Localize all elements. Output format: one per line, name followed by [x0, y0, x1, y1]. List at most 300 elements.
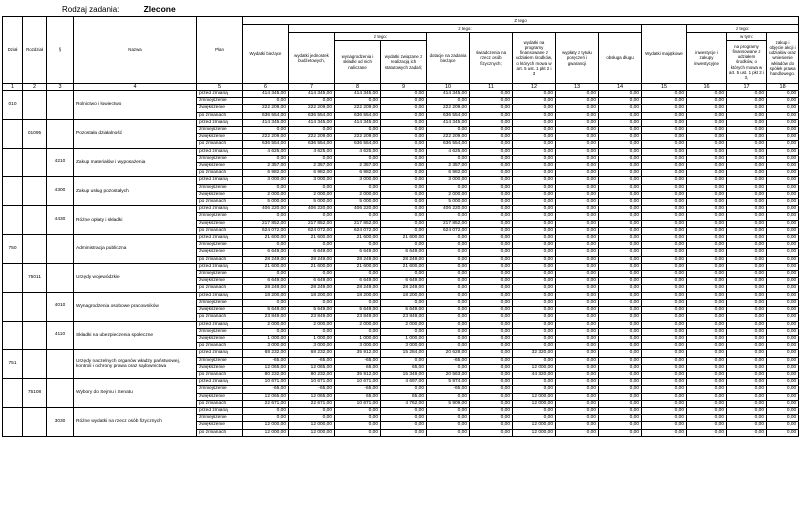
- rozdzial-code: 75011: [23, 263, 47, 292]
- value-cell: 0,00: [513, 105, 556, 112]
- table-header: [3, 17, 799, 91]
- col-z-tego-c: z tego:: [687, 25, 799, 33]
- value-cell: 3 000,00: [335, 177, 381, 184]
- value-cell: 0,00: [599, 314, 642, 321]
- value-cell: 0,00: [767, 379, 799, 386]
- value-cell: 0,00: [642, 206, 687, 213]
- value-cell: 0,00: [727, 148, 767, 155]
- value-cell: 0,00: [513, 127, 556, 134]
- dzial-code: [3, 292, 23, 321]
- value-cell: 2 357,00: [427, 163, 470, 170]
- value-cell: 18 200,00: [243, 292, 289, 299]
- value-cell: 0,00: [599, 119, 642, 126]
- col-dotacje: dotacje na zadania bieżące: [427, 33, 470, 84]
- value-cell: 0,00: [470, 350, 513, 357]
- value-cell: 6 982,00: [243, 170, 289, 177]
- value-cell: 0,00: [556, 148, 599, 155]
- value-cell: 0,00: [767, 170, 799, 177]
- value-cell: 0,00: [767, 213, 799, 220]
- value-cell: 0,00: [427, 335, 470, 342]
- value-cell: 3 000,00: [243, 177, 289, 184]
- value-cell: 0,00: [289, 407, 335, 414]
- value-cell: 0,00: [727, 206, 767, 213]
- value-cell: 0,00: [289, 299, 335, 306]
- value-cell: 1 000,00: [243, 335, 289, 342]
- value-cell: 4 625,00: [289, 148, 335, 155]
- value-cell: 0,00: [556, 206, 599, 213]
- value-cell: 0,00: [642, 393, 687, 400]
- value-cell: 0,00: [599, 278, 642, 285]
- value-cell: 0,00: [427, 307, 470, 314]
- value-cell: 0,00: [427, 343, 470, 350]
- value-cell: 0,00: [599, 148, 642, 155]
- value-cell: 28 249,00: [243, 285, 289, 292]
- value-cell: 0,00: [687, 220, 727, 227]
- item-name: Wybory do Sejmu i Senatu: [74, 379, 197, 408]
- value-cell: 0,00: [381, 184, 427, 191]
- value-cell: 65,00: [335, 393, 381, 400]
- col-swiadczenia: świadczenia na rzecz osób fizycznych;: [470, 33, 513, 84]
- value-cell: 0,00: [243, 127, 289, 134]
- value-cell: 217 852,00: [427, 220, 470, 227]
- value-cell: 0,00: [513, 278, 556, 285]
- col-wydatki-biezace: Wydatki bieżące: [243, 25, 289, 84]
- col-wynagrodzenia: wynagrodzenia i składki od nich naliczane: [335, 41, 381, 84]
- value-cell: 0,00: [289, 98, 335, 105]
- value-cell: 0,00: [470, 393, 513, 400]
- value-cell: 0,00: [642, 91, 687, 98]
- value-cell: 0,00: [767, 199, 799, 206]
- value-cell: 0,00: [513, 227, 556, 234]
- value-cell: 0,00: [470, 177, 513, 184]
- value-cell: 12 065,00: [289, 364, 335, 371]
- value-cell: 0,00: [381, 163, 427, 170]
- value-cell: 0,00: [243, 242, 289, 249]
- value-cell: 0,00: [556, 400, 599, 407]
- value-cell: 0,00: [687, 321, 727, 328]
- row-label: przed zmianą: [197, 119, 243, 126]
- value-cell: 0,00: [767, 249, 799, 256]
- value-cell: 0,00: [767, 307, 799, 314]
- paragraf-code: [47, 91, 74, 120]
- row-label: zwiększenie: [197, 134, 243, 141]
- value-cell: 0,00: [727, 271, 767, 278]
- value-cell: 0,00: [427, 328, 470, 335]
- value-cell: 0,00: [470, 256, 513, 263]
- value-cell: 0,00: [513, 170, 556, 177]
- value-cell: 6 649,00: [381, 249, 427, 256]
- value-cell: 0,00: [767, 191, 799, 198]
- value-cell: 0,00: [767, 98, 799, 105]
- value-cell: 0,00: [381, 213, 427, 220]
- value-cell: 0,00: [599, 271, 642, 278]
- column-number: 16: [687, 84, 727, 91]
- row-label: zmniejszenie: [197, 213, 243, 220]
- value-cell: 0,00: [470, 119, 513, 126]
- value-cell: 0,00: [642, 163, 687, 170]
- value-cell: 12 000,00: [243, 429, 289, 436]
- value-cell: 5 000,00: [289, 199, 335, 206]
- row-label: zmniejszenie: [197, 299, 243, 306]
- row-label: po zmianach: [197, 429, 243, 436]
- value-cell: 0,00: [599, 415, 642, 422]
- value-cell: 0,00: [687, 350, 727, 357]
- col-w-tym: w tym:: [727, 33, 767, 41]
- value-cell: -65,00: [427, 386, 470, 393]
- column-number: 18: [767, 84, 799, 91]
- value-cell: 0,00: [642, 357, 687, 364]
- paragraf-code: 4300: [47, 177, 74, 206]
- row-label: po zmianach: [197, 112, 243, 119]
- value-cell: 0,00: [556, 285, 599, 292]
- value-cell: 0,00: [687, 112, 727, 119]
- value-cell: 0,00: [599, 235, 642, 242]
- row-label: przed zmianą: [197, 350, 243, 357]
- table-row: [3, 91, 799, 98]
- value-cell: 0,00: [556, 415, 599, 422]
- value-cell: 0,00: [470, 422, 513, 429]
- value-cell: 0,00: [513, 163, 556, 170]
- value-cell: 0,00: [427, 249, 470, 256]
- value-cell: 0,00: [599, 400, 642, 407]
- value-cell: 217 852,00: [243, 220, 289, 227]
- value-cell: 15 284,00: [381, 350, 427, 357]
- value-cell: 0,00: [556, 112, 599, 119]
- value-cell: 0,00: [381, 155, 427, 162]
- value-cell: 0,00: [687, 299, 727, 306]
- value-cell: 0,00: [687, 343, 727, 350]
- value-cell: 0,00: [470, 206, 513, 213]
- value-cell: 0,00: [727, 242, 767, 249]
- value-cell: 0,00: [599, 335, 642, 342]
- value-cell: 0,00: [243, 184, 289, 191]
- value-cell: 0,00: [513, 321, 556, 328]
- budget-table: [2, 16, 799, 437]
- dzial-code: 751: [3, 350, 23, 379]
- value-cell: 0,00: [513, 271, 556, 278]
- value-cell: 0,00: [687, 213, 727, 220]
- value-cell: 0,00: [513, 148, 556, 155]
- value-cell: 0,00: [381, 407, 427, 414]
- value-cell: 0,00: [599, 343, 642, 350]
- value-cell: 6 649,00: [381, 278, 427, 285]
- value-cell: 0,00: [727, 371, 767, 378]
- value-cell: 0,00: [727, 155, 767, 162]
- value-cell: 0,00: [513, 343, 556, 350]
- value-cell: 0,00: [687, 134, 727, 141]
- value-cell: 0,00: [381, 170, 427, 177]
- value-cell: 0,00: [599, 422, 642, 429]
- paragraf-code: 4010: [47, 292, 74, 321]
- value-cell: 23 849,00: [243, 314, 289, 321]
- value-cell: 0,00: [556, 177, 599, 184]
- value-cell: 0,00: [687, 242, 727, 249]
- value-cell: 0,00: [642, 415, 687, 422]
- value-cell: 0,00: [767, 285, 799, 292]
- value-cell: 0,00: [556, 429, 599, 436]
- value-cell: 0,00: [767, 271, 799, 278]
- value-cell: 0,00: [687, 393, 727, 400]
- value-cell: 0,00: [767, 350, 799, 357]
- value-cell: 0,00: [427, 407, 470, 414]
- value-cell: 0,00: [642, 177, 687, 184]
- value-cell: 0,00: [556, 227, 599, 234]
- value-cell: 2 000,00: [427, 191, 470, 198]
- value-cell: 0,00: [687, 422, 727, 429]
- row-label: zmniejszenie: [197, 184, 243, 191]
- value-cell: 1 000,00: [381, 335, 427, 342]
- value-cell: 65,00: [381, 393, 427, 400]
- dzial-code: [3, 206, 23, 235]
- value-cell: 406 220,00: [335, 206, 381, 213]
- rozdzial-code: [23, 177, 47, 206]
- item-name: Zakup usług pozostałych: [74, 177, 197, 206]
- col-zakup-akcji: zakup i objęcie akcji i udziałów oraz wniesienie wkładów do spółek prawa handlowego.: [767, 33, 799, 84]
- value-cell: 0,00: [599, 170, 642, 177]
- value-cell: 5 000,00: [427, 199, 470, 206]
- value-cell: 0,00: [687, 429, 727, 436]
- value-cell: 12 000,00: [513, 400, 556, 407]
- item-name: Urzędy naczelnych organów władzy państwowej, kontroli i ochrony prawa oraz sądownictwa: [74, 350, 197, 379]
- value-cell: 22 671,00: [289, 400, 335, 407]
- col-z-tego-b: z tego:: [335, 33, 427, 41]
- value-cell: 0,00: [642, 292, 687, 299]
- value-cell: 0,00: [599, 285, 642, 292]
- value-cell: 0,00: [513, 386, 556, 393]
- value-cell: 0,00: [470, 127, 513, 134]
- row-label: przed zmianą: [197, 206, 243, 213]
- item-name: Wynagrodzenia osobowe pracowników: [74, 292, 197, 321]
- value-cell: 0,00: [642, 407, 687, 414]
- row-label: zwiększenie: [197, 335, 243, 342]
- value-cell: 0,00: [556, 343, 599, 350]
- value-cell: 0,00: [642, 220, 687, 227]
- row-label: zmniejszenie: [197, 386, 243, 393]
- dzial-code: [3, 379, 23, 408]
- value-cell: 0,00: [470, 271, 513, 278]
- value-cell: 0,00: [470, 91, 513, 98]
- value-cell: 4 625,00: [335, 148, 381, 155]
- value-cell: 0,00: [427, 235, 470, 242]
- value-cell: 0,00: [727, 127, 767, 134]
- rozdzial-code: [23, 206, 47, 235]
- value-cell: 0,00: [556, 242, 599, 249]
- value-cell: 0,00: [767, 242, 799, 249]
- col-z-tego: Z tego: [243, 17, 799, 25]
- value-cell: 0,00: [470, 105, 513, 112]
- value-cell: 0,00: [767, 112, 799, 119]
- value-cell: 44 320,00: [513, 371, 556, 378]
- value-cell: 0,00: [687, 400, 727, 407]
- value-cell: 0,00: [642, 314, 687, 321]
- value-cell: 0,00: [727, 184, 767, 191]
- value-cell: 0,00: [556, 328, 599, 335]
- value-cell: 0,00: [727, 98, 767, 105]
- value-cell: 0,00: [513, 191, 556, 198]
- col-obsluga-dlugu: obsługa długu: [599, 33, 642, 84]
- value-cell: 0,00: [599, 263, 642, 270]
- table-row: [3, 235, 799, 242]
- value-cell: 0,00: [599, 91, 642, 98]
- value-cell: 0,00: [556, 256, 599, 263]
- value-cell: 12 000,00: [513, 393, 556, 400]
- value-cell: 0,00: [727, 227, 767, 234]
- row-label: przed zmianą: [197, 321, 243, 328]
- value-cell: 0,00: [470, 134, 513, 141]
- value-cell: 0,00: [767, 220, 799, 227]
- table-row: [3, 407, 799, 414]
- paragraf-code: [47, 263, 74, 292]
- value-cell: 0,00: [381, 127, 427, 134]
- rozdzial-code: 75108: [23, 379, 47, 408]
- value-cell: 0,00: [381, 328, 427, 335]
- col-programy-ue-2: na programy finansowane z udziałem środków, o których mowa w art. 5 ust. 1 pkt 2 i 3,: [727, 41, 767, 84]
- value-cell: 0,00: [381, 242, 427, 249]
- value-cell: 636 554,00: [243, 141, 289, 148]
- value-cell: 28 249,00: [335, 256, 381, 263]
- dzial-code: 750: [3, 235, 23, 264]
- column-number: 17: [727, 84, 767, 91]
- value-cell: 0,00: [642, 191, 687, 198]
- value-cell: 12 065,00: [243, 393, 289, 400]
- item-name: Pozostała działalność: [74, 119, 197, 148]
- row-label: zmniejszenie: [197, 155, 243, 162]
- value-cell: 0,00: [470, 98, 513, 105]
- value-cell: 0,00: [335, 127, 381, 134]
- value-cell: 0,00: [427, 127, 470, 134]
- row-label: po zmianach: [197, 314, 243, 321]
- value-cell: 0,00: [556, 141, 599, 148]
- value-cell: 0,00: [687, 184, 727, 191]
- value-cell: 0,00: [243, 328, 289, 335]
- table-row: [3, 350, 799, 357]
- value-cell: 0,00: [427, 213, 470, 220]
- value-cell: 0,00: [513, 292, 556, 299]
- value-cell: 0,00: [556, 199, 599, 206]
- value-cell: 0,00: [513, 357, 556, 364]
- value-cell: 0,00: [727, 249, 767, 256]
- value-cell: 0,00: [727, 191, 767, 198]
- value-cell: 414 345,00: [427, 119, 470, 126]
- column-number: 11: [470, 84, 513, 91]
- value-cell: 2 357,00: [243, 163, 289, 170]
- value-cell: 0,00: [599, 227, 642, 234]
- row-label: po zmianach: [197, 371, 243, 378]
- value-cell: 0,00: [556, 184, 599, 191]
- value-cell: 0,00: [642, 328, 687, 335]
- value-cell: 0,00: [381, 429, 427, 436]
- value-cell: 5 649,00: [243, 307, 289, 314]
- value-cell: 0,00: [727, 278, 767, 285]
- value-cell: 0,00: [727, 393, 767, 400]
- value-cell: 0,00: [470, 429, 513, 436]
- value-cell: 0,00: [513, 263, 556, 270]
- value-cell: 0,00: [381, 191, 427, 198]
- dzial-code: [3, 177, 23, 206]
- value-cell: 0,00: [767, 429, 799, 436]
- value-cell: 0,00: [335, 429, 381, 436]
- value-cell: 32 320,00: [513, 350, 556, 357]
- value-cell: 21 600,00: [289, 235, 335, 242]
- value-cell: 12 065,00: [289, 393, 335, 400]
- value-cell: 0,00: [642, 386, 687, 393]
- value-cell: 12 000,00: [513, 422, 556, 429]
- value-cell: 21 600,00: [335, 235, 381, 242]
- value-cell: 0,00: [767, 393, 799, 400]
- value-cell: 0,00: [727, 400, 767, 407]
- value-cell: 0,00: [767, 357, 799, 364]
- value-cell: 0,00: [642, 285, 687, 292]
- value-cell: 0,00: [513, 98, 556, 105]
- value-cell: 0,00: [335, 328, 381, 335]
- rozdzial-code: [23, 148, 47, 177]
- value-cell: 0,00: [427, 263, 470, 270]
- value-cell: 0,00: [727, 134, 767, 141]
- col-nazwa: Nazwa: [74, 17, 197, 84]
- value-cell: 636 554,00: [427, 141, 470, 148]
- value-cell: 0,00: [599, 407, 642, 414]
- task-type-value: Zlecone: [143, 4, 176, 14]
- value-cell: 23 849,00: [335, 314, 381, 321]
- value-cell: 0,00: [289, 184, 335, 191]
- column-numbers-row: [3, 84, 799, 91]
- value-cell: 0,00: [727, 379, 767, 386]
- value-cell: 0,00: [556, 407, 599, 414]
- value-cell: 414 345,00: [243, 119, 289, 126]
- value-cell: 0,00: [727, 105, 767, 112]
- value-cell: 21 600,00: [289, 263, 335, 270]
- value-cell: 0,00: [513, 213, 556, 220]
- value-cell: 0,00: [687, 148, 727, 155]
- value-cell: 624 072,00: [335, 227, 381, 234]
- value-cell: 0,00: [381, 422, 427, 429]
- value-cell: 5 649,00: [381, 307, 427, 314]
- value-cell: 0,00: [470, 415, 513, 422]
- column-number: 13: [556, 84, 599, 91]
- value-cell: 0,00: [470, 343, 513, 350]
- value-cell: 0,00: [556, 91, 599, 98]
- item-name: Urzędy wojewódzkie: [74, 263, 197, 292]
- value-cell: 222 209,00: [427, 134, 470, 141]
- value-cell: 0,00: [767, 206, 799, 213]
- value-cell: 0,00: [599, 379, 642, 386]
- value-cell: 0,00: [470, 170, 513, 177]
- value-cell: 0,00: [556, 386, 599, 393]
- value-cell: 0,00: [642, 227, 687, 234]
- value-cell: 0,00: [767, 343, 799, 350]
- row-label: zwiększenie: [197, 249, 243, 256]
- value-cell: 636 554,00: [289, 112, 335, 119]
- value-cell: 4 697,00: [381, 379, 427, 386]
- value-cell: 0,00: [513, 184, 556, 191]
- value-cell: -65,00: [243, 386, 289, 393]
- value-cell: 0,00: [513, 328, 556, 335]
- value-cell: 5 649,00: [335, 307, 381, 314]
- row-label: przed zmianą: [197, 235, 243, 242]
- value-cell: 0,00: [599, 321, 642, 328]
- value-cell: 0,00: [727, 112, 767, 119]
- table-row: [3, 177, 799, 184]
- value-cell: 0,00: [556, 134, 599, 141]
- value-cell: 0,00: [727, 91, 767, 98]
- value-cell: 0,00: [687, 271, 727, 278]
- value-cell: 21 600,00: [381, 235, 427, 242]
- value-cell: 0,00: [767, 105, 799, 112]
- table-row: [3, 321, 799, 328]
- value-cell: 0,00: [335, 415, 381, 422]
- value-cell: 0,00: [727, 213, 767, 220]
- value-cell: 2 000,00: [243, 321, 289, 328]
